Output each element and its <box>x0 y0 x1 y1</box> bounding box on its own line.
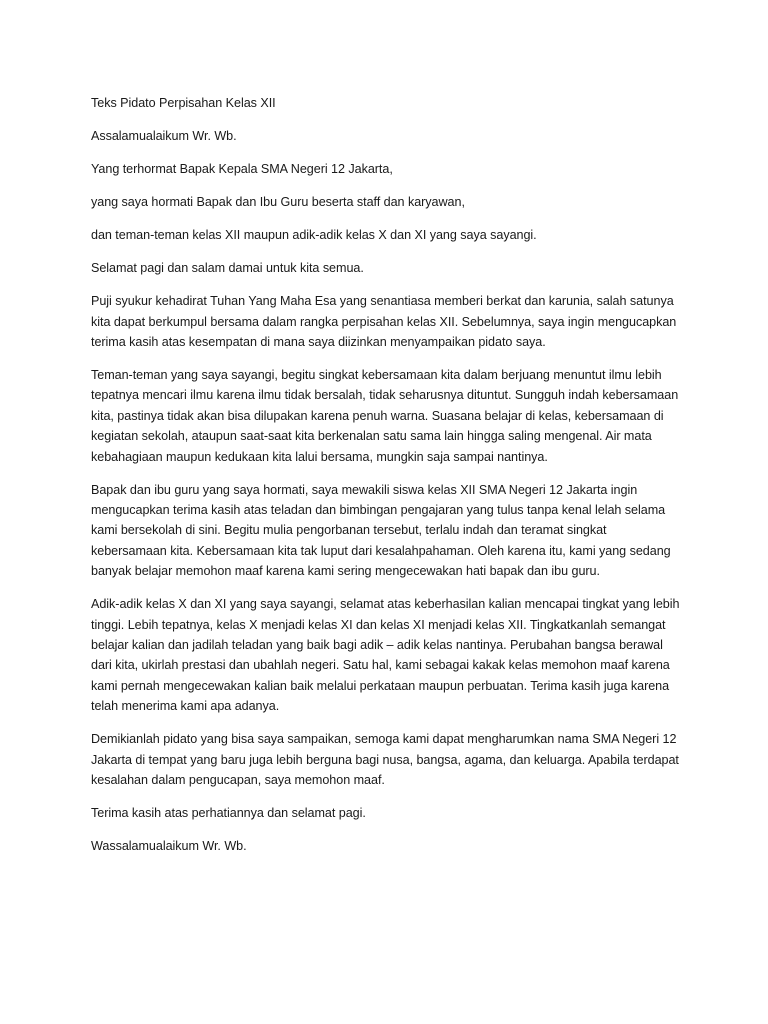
salutation-students: dan teman-teman kelas XII maupun adik-adik kelas X dan XI yang saya sayangi. <box>91 228 537 243</box>
document-title: Teks Pidato Perpisahan Kelas XII <box>91 96 276 110</box>
body-paragraph: Adik-adik kelas X dan XI yang saya sayangi, selamat atas keberhasilan kalian mencapai tingkat yang lebih tinggi. Lebih tepatnya, kelas X menjadi kelas XI dan kelas XI menjadi kelas XII. Tingkatkanlah semangat belajar kalian dan jadilah teladan yang baik bagi adik – adik kelas nantinya. Perubahan bangsa berawal dari kita, ukirlah prestasi dan ubahlah negeri. Satu hal, kami sebagai kakak kelas memohon maaf karena kami pernah mengecewakan kalian baik melalui perkataan maupun perbuatan. Terima kasih juga karena telah menerima kami apa adanya. <box>91 597 680 714</box>
document-body <box>91 93 681 869</box>
salutation-teachers: yang saya hormati Bapak dan Ibu Guru beserta staff dan karyawan, <box>91 195 465 210</box>
body-paragraph: Bapak dan ibu guru yang saya hormati, saya mewakili siswa kelas XII SMA Negeri 12 Jakarta ingin mengucapkan terima kasih atas teladan dan bimbingan pengajaran yang tulus tanpa kenal lelah selama kami bersekolah di sini. Begitu mulia pengorbanan tersebut, terlalu indah dan teramat singkat kebersamaan kita. Kebersamaan kita tak luput dari kesalahpahaman. Oleh karena itu, kami yang sedang banyak belajar memohon maaf karena kami sering mengecewakan hati bapak dan ibu guru. <box>91 482 671 579</box>
body-paragraph: Teman-teman yang saya sayangi, begitu singkat kebersamaan kita dalam berjuang menuntut ilmu lebih tepatnya mencari ilmu karena ilmu tidak bersalah, tidak seharusnya dituntut. Sungguh indah kebersamaan kita, pastinya tidak akan bisa dilupakan karena penuh warna. Suasana belajar di kelas, kebersamaan di kegiatan sekolah, ataupun saat-saat kita berkenalan satu sama lain hingga saling mengenal. Air mata kebahagiaan maupun kedukaan kita lalui bersama, mungkin saja sampai nantinya. <box>91 368 679 464</box>
closing-paragraph: Demikianlah pidato yang bisa saya sampaikan, semoga kami dapat mengharumkan nama SMA Negeri 12 Jakarta di tempat yang baru juga lebih berguna bagi nusa, bangsa, agama, dan keluarga. Apabila terdapat kesalahan dalam pengucapan, saya memohon maaf. <box>91 732 679 788</box>
greeting-paragraph: Assalamualaikum Wr. Wb. <box>91 129 237 144</box>
thanks-paragraph: Terima kasih atas perhatiannya dan selamat pagi. <box>91 806 366 821</box>
salutation-principal: Yang terhormat Bapak Kepala SMA Negeri 12 Jakarta, <box>91 162 393 177</box>
farewell-paragraph: Wassalamualaikum Wr. Wb. <box>91 839 247 854</box>
body-paragraph: Puji syukur kehadirat Tuhan Yang Maha Esa yang senantiasa memberi berkat dan karunia, salah satunya kita dapat berkumpul bersama dalam rangka perpisahan kelas XII. Sebelumnya, saya ingin mengucapkan terima kasih atas kesempatan di mana saya diizinkan menyampaikan pidato saya. <box>91 294 677 350</box>
opening-greeting: Selamat pagi dan salam damai untuk kita semua. <box>91 261 364 276</box>
